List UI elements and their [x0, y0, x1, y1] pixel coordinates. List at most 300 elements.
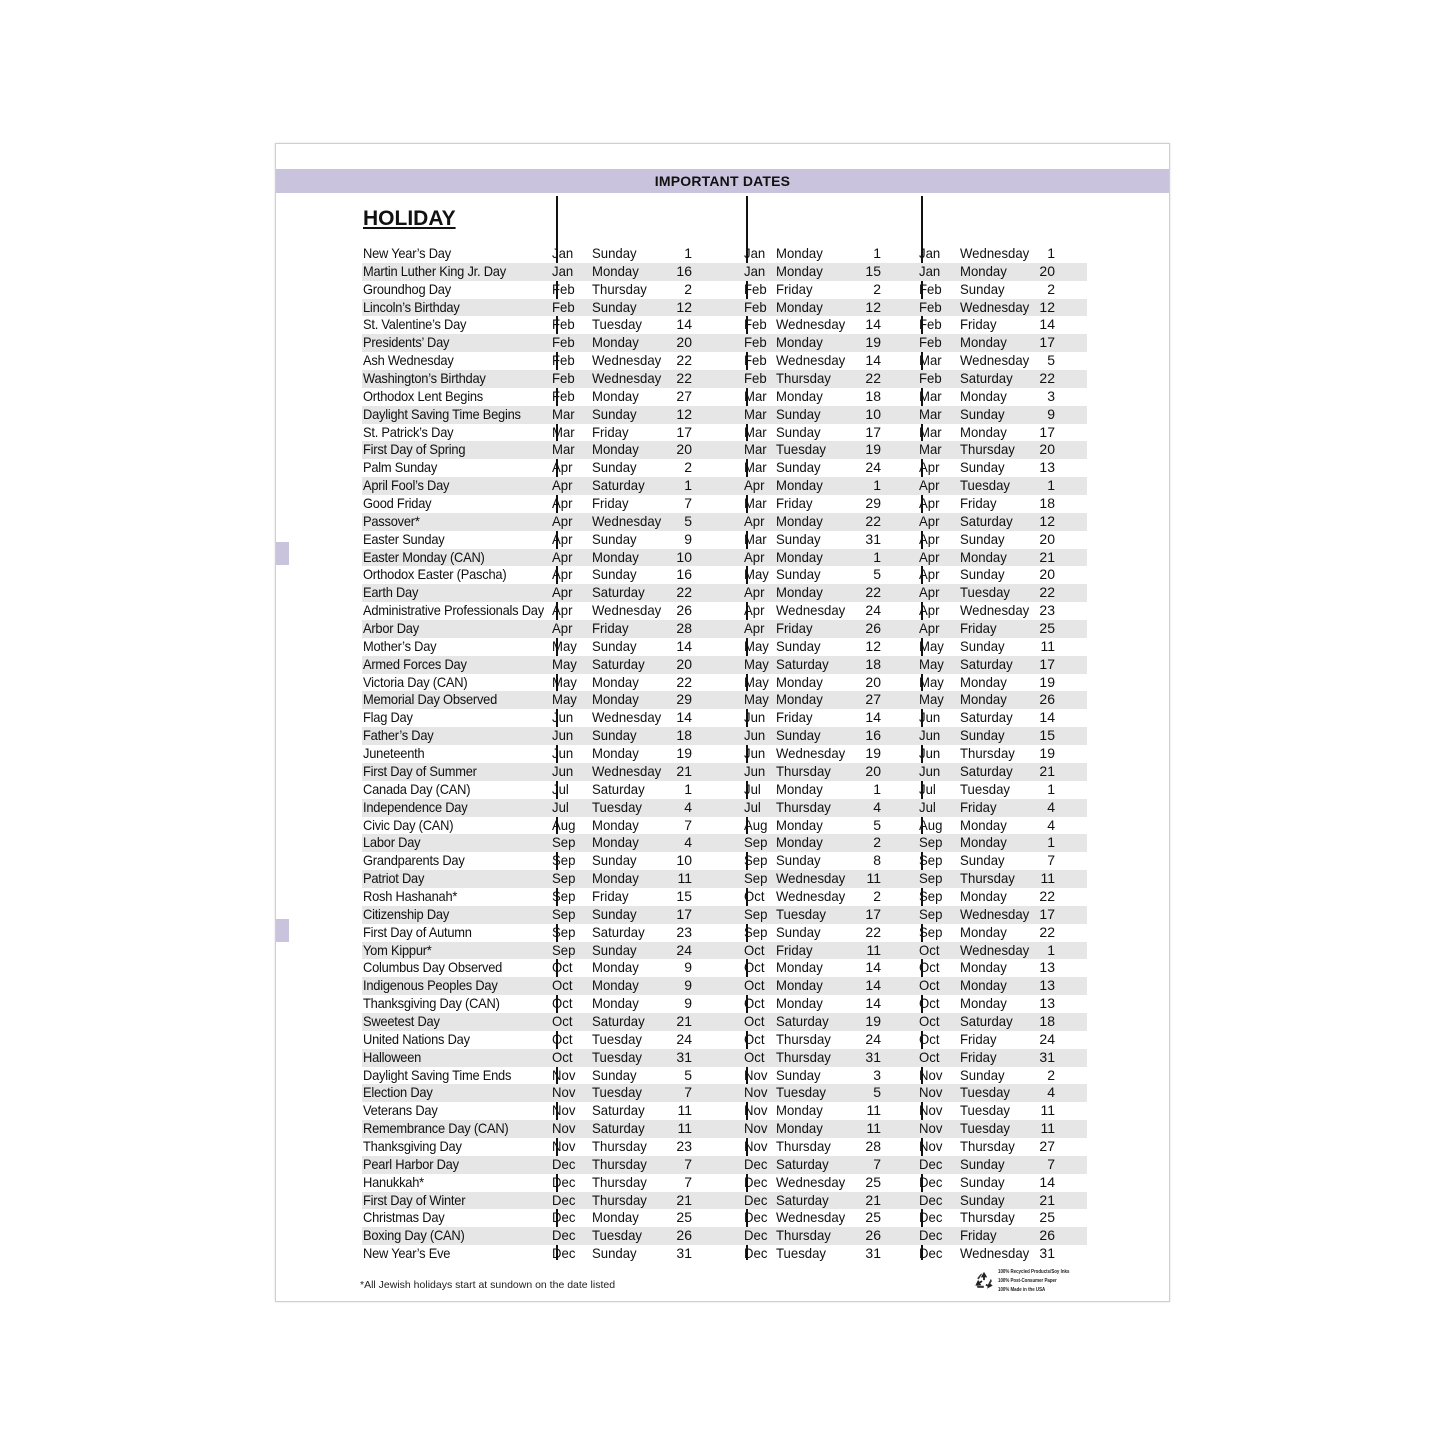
year2-date: 1	[873, 548, 881, 565]
year1-date: 1	[684, 245, 692, 261]
year3-date: 20	[1039, 441, 1055, 458]
year2-weekday: Monday	[776, 959, 823, 976]
year1-date: 28	[676, 620, 692, 637]
year2-month: Mar	[744, 387, 767, 404]
year3-weekday: Monday	[960, 548, 1007, 565]
important-dates-header: IMPORTANT DATES	[276, 169, 1169, 193]
year3-month: Apr	[919, 512, 940, 529]
year1-weekday: Saturday	[592, 477, 645, 494]
year2-date: 31	[865, 530, 881, 547]
year3-date: 7	[1047, 1155, 1055, 1172]
holiday-name: First Day of Winter	[363, 1191, 466, 1208]
year2-month: Mar	[744, 459, 767, 476]
year3-weekday: Tuesday	[960, 584, 1010, 601]
year3-date: 19	[1039, 673, 1055, 690]
year2-month: Sep	[744, 870, 768, 887]
holiday-name: Boxing Day (CAN)	[363, 1227, 465, 1244]
year3-weekday: Sunday	[960, 1173, 1005, 1190]
table-row	[362, 424, 1087, 442]
year1-weekday: Sunday	[592, 566, 637, 583]
year1-weekday: Monday	[592, 959, 639, 976]
recycle-text	[998, 1268, 1069, 1295]
year3-month: Feb	[919, 334, 942, 351]
year2-date: 1	[873, 780, 881, 797]
year3-month: Feb	[919, 370, 942, 387]
year2-date: 25	[865, 1209, 881, 1226]
year2-date: 12	[865, 637, 881, 654]
year1-date: 26	[676, 602, 692, 619]
year1-date: 5	[684, 512, 692, 529]
year3-weekday: Monday	[960, 673, 1007, 690]
year1-month: Nov	[552, 1066, 576, 1083]
holiday-name: Independence Day	[363, 798, 468, 815]
year1-date: 9	[684, 530, 692, 547]
year2-month: Jun	[744, 727, 766, 744]
year3-date: 25	[1039, 1209, 1055, 1226]
year1-month: Dec	[552, 1191, 576, 1208]
holiday-name: Earth Day	[363, 584, 419, 601]
year3-month: Nov	[919, 1102, 943, 1119]
table-row	[362, 781, 1087, 799]
holiday-heading: HOLIDAY	[363, 207, 456, 230]
year2-weekday: Monday	[776, 977, 823, 994]
year3-weekday: Sunday	[960, 405, 1005, 422]
year2-weekday: Sunday	[776, 423, 821, 440]
table-row	[362, 602, 1087, 620]
year3-date: 20	[1039, 262, 1055, 279]
year3-date: 1	[1047, 780, 1055, 797]
year1-weekday: Thursday	[592, 280, 647, 297]
year3-weekday: Monday	[960, 334, 1007, 351]
year3-weekday: Tuesday	[960, 1120, 1010, 1137]
table-row	[362, 281, 1087, 299]
year1-weekday: Sunday	[592, 530, 637, 547]
holiday-name: Martin Luther King Jr. Day	[363, 262, 506, 279]
year1-date: 21	[676, 1012, 692, 1029]
year3-weekday: Monday	[960, 423, 1007, 440]
year2-month: Feb	[744, 316, 767, 333]
year2-month: Jun	[744, 709, 766, 726]
year3-month: Oct	[919, 1012, 940, 1029]
year1-month: May	[552, 655, 577, 672]
year3-weekday: Friday	[960, 1048, 997, 1065]
year2-month: Mar	[744, 441, 767, 458]
year1-weekday: Sunday	[592, 637, 637, 654]
year3-month: Apr	[919, 477, 940, 494]
year3-date: 31	[1039, 1048, 1055, 1065]
year2-date: 14	[865, 995, 881, 1012]
year2-weekday: Monday	[776, 262, 823, 279]
year1-month: Mar	[552, 423, 575, 440]
year1-weekday: Sunday	[592, 405, 637, 422]
table-row	[362, 691, 1087, 709]
year3-weekday: Monday	[960, 691, 1007, 708]
year3-weekday: Friday	[960, 1030, 997, 1047]
year3-month: Nov	[919, 1084, 943, 1101]
table-row	[362, 1174, 1087, 1192]
year2-month: Feb	[744, 352, 767, 369]
year3-weekday: Wednesday	[960, 602, 1030, 619]
year2-weekday: Monday	[776, 387, 823, 404]
year3-month: Dec	[919, 1209, 943, 1226]
year3-date: 14	[1039, 316, 1055, 333]
year1-date: 22	[676, 370, 692, 387]
year1-month: Jun	[552, 727, 574, 744]
year2-month: Oct	[744, 959, 765, 976]
year1-weekday: Friday	[592, 620, 629, 637]
holiday-name: Flag Day	[363, 709, 413, 726]
year3-month: Apr	[919, 459, 940, 476]
year1-weekday: Sunday	[592, 905, 637, 922]
year2-weekday: Saturday	[776, 655, 829, 672]
year3-month: Mar	[919, 387, 942, 404]
table-row	[362, 531, 1087, 549]
year1-weekday: Saturday	[592, 655, 645, 672]
table-row	[362, 799, 1087, 817]
year3-month: Apr	[919, 548, 940, 565]
year1-date: 22	[676, 584, 692, 601]
year2-month: Apr	[744, 584, 765, 601]
year2-date: 14	[865, 709, 881, 726]
year2-date: 29	[865, 495, 881, 512]
year1-month: Mar	[552, 405, 575, 422]
year1-month: Sep	[552, 905, 576, 922]
year1-month: Jan	[552, 262, 574, 279]
year2-weekday: Saturday	[776, 1012, 829, 1029]
year3-month: Apr	[919, 620, 940, 637]
year2-date: 15	[865, 262, 881, 279]
year1-month: Jan	[552, 245, 574, 261]
year3-weekday: Thursday	[960, 1137, 1015, 1154]
year1-weekday: Saturday	[592, 780, 645, 797]
year3-weekday: Sunday	[960, 1191, 1005, 1208]
year2-weekday: Monday	[776, 780, 823, 797]
table-row	[362, 1049, 1087, 1067]
year3-date: 22	[1039, 584, 1055, 601]
year2-date: 28	[865, 1137, 881, 1154]
table-row	[362, 1067, 1087, 1085]
year1-date: 17	[676, 905, 692, 922]
year2-weekday: Friday	[776, 709, 813, 726]
year3-month: Mar	[919, 352, 942, 369]
year3-date: 11	[1040, 870, 1055, 887]
year1-month: Apr	[552, 620, 573, 637]
year1-date: 15	[676, 887, 692, 904]
holiday-name: New Year’s Eve	[363, 1245, 451, 1262]
year2-date: 18	[865, 387, 881, 404]
year3-date: 4	[1047, 816, 1055, 833]
year3-weekday: Sunday	[960, 727, 1005, 744]
year2-weekday: Thursday	[776, 798, 831, 815]
year1-date: 23	[676, 1137, 692, 1154]
year1-weekday: Thursday	[592, 1137, 647, 1154]
year2-month: Nov	[744, 1137, 768, 1154]
year2-weekday: Monday	[776, 512, 823, 529]
year3-weekday: Monday	[960, 387, 1007, 404]
year1-date: 16	[676, 566, 692, 583]
table-row	[362, 727, 1087, 745]
year3-date: 14	[1039, 709, 1055, 726]
year3-month: Aug	[919, 816, 943, 833]
year3-month: Jan	[919, 245, 941, 261]
year3-weekday: Monday	[960, 834, 1007, 851]
year2-weekday: Sunday	[776, 530, 821, 547]
year3-date: 7	[1047, 852, 1055, 869]
year3-weekday: Sunday	[960, 852, 1005, 869]
holiday-name: Passover*	[363, 512, 420, 529]
holiday-name: Juneteenth	[363, 745, 425, 762]
table-row	[362, 1120, 1087, 1138]
table-row	[362, 852, 1087, 870]
year2-weekday: Thursday	[776, 1137, 831, 1154]
holiday-table	[362, 245, 1087, 1263]
year3-date: 21	[1039, 762, 1055, 779]
year2-date: 24	[865, 602, 881, 619]
table-row	[362, 1013, 1087, 1031]
table-row	[362, 1156, 1087, 1174]
year2-weekday: Sunday	[776, 405, 821, 422]
year1-date: 7	[684, 816, 692, 833]
year2-weekday: Saturday	[776, 1155, 829, 1172]
year1-month: Apr	[552, 530, 573, 547]
year3-month: Feb	[919, 280, 942, 297]
year1-month: Sep	[552, 941, 576, 958]
year1-weekday: Sunday	[592, 727, 637, 744]
year2-month: Mar	[744, 530, 767, 547]
year2-date: 17	[865, 423, 881, 440]
table-row	[362, 316, 1087, 334]
year1-date: 24	[676, 941, 692, 958]
year3-weekday: Monday	[960, 887, 1007, 904]
year3-date: 1	[1047, 477, 1055, 494]
table-row	[362, 459, 1087, 477]
year2-date: 5	[873, 816, 881, 833]
year2-month: May	[744, 673, 769, 690]
year3-weekday: Sunday	[960, 530, 1005, 547]
year3-date: 19	[1039, 745, 1055, 762]
year3-weekday: Tuesday	[960, 780, 1010, 797]
year2-month: Jan	[744, 245, 766, 261]
year3-weekday: Friday	[960, 798, 997, 815]
year3-date: 11	[1040, 637, 1055, 654]
table-row	[362, 638, 1087, 656]
table-row	[362, 370, 1087, 388]
year2-month: Dec	[744, 1155, 768, 1172]
year2-month: Sep	[744, 923, 768, 940]
table-row	[362, 584, 1087, 602]
year3-weekday: Saturday	[960, 512, 1013, 529]
year1-weekday: Wednesday	[592, 352, 662, 369]
year2-month: Jul	[744, 780, 761, 797]
year1-month: Apr	[552, 548, 573, 565]
year3-month: May	[919, 673, 944, 690]
year2-month: Oct	[744, 1012, 765, 1029]
year2-weekday: Sunday	[776, 459, 821, 476]
year3-weekday: Saturday	[960, 655, 1013, 672]
year2-date: 14	[865, 352, 881, 369]
year2-date: 11	[866, 1102, 881, 1119]
year3-month: Oct	[919, 1030, 940, 1047]
year3-date: 4	[1047, 798, 1055, 815]
holiday-name: Ash Wednesday	[363, 352, 454, 369]
holiday-name: Daylight Saving Time Begins	[363, 405, 521, 422]
year3-month: Apr	[919, 566, 940, 583]
year3-month: Feb	[919, 316, 942, 333]
year3-date: 9	[1047, 405, 1055, 422]
table-row	[362, 1209, 1087, 1227]
year3-month: Mar	[919, 405, 942, 422]
table-row	[362, 924, 1087, 942]
year3-month: Sep	[919, 852, 943, 869]
year3-date: 13	[1039, 459, 1055, 476]
year3-weekday: Sunday	[960, 459, 1005, 476]
year2-weekday: Monday	[776, 816, 823, 833]
year3-month: Nov	[919, 1066, 943, 1083]
table-row	[362, 906, 1087, 924]
year2-weekday: Thursday	[776, 1030, 831, 1047]
year3-month: Dec	[919, 1155, 943, 1172]
holiday-name: April Fool’s Day	[363, 477, 450, 494]
year2-weekday: Monday	[776, 1120, 823, 1137]
year1-month: Feb	[552, 280, 575, 297]
holiday-name: Remembrance Day (CAN)	[363, 1120, 509, 1137]
year3-date: 2	[1047, 1066, 1055, 1083]
year2-date: 14	[865, 959, 881, 976]
year3-weekday: Sunday	[960, 566, 1005, 583]
year3-month: Dec	[919, 1227, 943, 1244]
year1-weekday: Saturday	[592, 923, 645, 940]
year2-month: May	[744, 566, 769, 583]
year2-month: Oct	[744, 995, 765, 1012]
year2-date: 2	[873, 834, 881, 851]
year2-weekday: Thursday	[776, 1227, 831, 1244]
year1-date: 2	[684, 280, 692, 297]
year2-date: 4	[873, 798, 881, 815]
recycle-line: 100% Recycled Products/Soy Inks	[998, 1269, 1070, 1275]
year2-weekday: Wednesday	[776, 745, 846, 762]
recycle-line: 100% Post-Consumer Paper	[998, 1278, 1057, 1284]
table-row	[362, 995, 1087, 1013]
table-row	[362, 495, 1087, 513]
year1-date: 2	[684, 459, 692, 476]
year2-date: 27	[865, 691, 881, 708]
table-row	[362, 745, 1087, 763]
year3-month: Nov	[919, 1120, 943, 1137]
holiday-name: Palm Sunday	[363, 459, 438, 476]
year2-weekday: Tuesday	[776, 1084, 826, 1101]
year1-month: Jun	[552, 709, 574, 726]
year2-month: Mar	[744, 495, 767, 512]
year2-month: Feb	[744, 370, 767, 387]
table-row	[362, 656, 1087, 674]
year1-month: Feb	[552, 334, 575, 351]
year3-date: 27	[1039, 1137, 1055, 1154]
year3-weekday: Monday	[960, 923, 1007, 940]
year3-weekday: Wednesday	[960, 245, 1030, 261]
holiday-name: Mother’s Day	[363, 637, 437, 654]
year1-weekday: Sunday	[592, 298, 637, 315]
year1-date: 20	[676, 441, 692, 458]
year1-weekday: Monday	[592, 745, 639, 762]
year2-date: 1	[873, 477, 881, 494]
holiday-name: Yom Kippur*	[363, 941, 432, 958]
holiday-name: Veterans Day	[363, 1102, 438, 1119]
year1-month: Apr	[552, 584, 573, 601]
year1-weekday: Friday	[592, 495, 629, 512]
year2-date: 19	[865, 441, 881, 458]
year2-weekday: Wednesday	[776, 1209, 846, 1226]
year3-date: 12	[1039, 298, 1055, 315]
table-row	[362, 1084, 1087, 1102]
year3-date: 12	[1039, 512, 1055, 529]
table-row	[362, 441, 1087, 459]
page-tab-marker-upper	[276, 542, 289, 565]
year1-weekday: Saturday	[592, 1102, 645, 1119]
year1-date: 1	[684, 780, 692, 797]
year3-month: Oct	[919, 1048, 940, 1065]
table-row	[362, 477, 1087, 495]
year2-date: 3	[873, 1066, 881, 1083]
table-row	[362, 977, 1087, 995]
year3-month: May	[919, 637, 944, 654]
year1-weekday: Monday	[592, 834, 639, 851]
year3-month: Nov	[919, 1137, 943, 1154]
table-row	[362, 674, 1087, 692]
year1-weekday: Monday	[592, 995, 639, 1012]
year2-weekday: Friday	[776, 941, 813, 958]
table-row	[362, 959, 1087, 977]
year2-month: Apr	[744, 602, 765, 619]
year1-date: 25	[676, 1209, 692, 1226]
year1-month: Sep	[552, 870, 576, 887]
year2-month: Jun	[744, 745, 766, 762]
year3-date: 20	[1039, 530, 1055, 547]
year2-month: Oct	[744, 941, 765, 958]
year3-weekday: Sunday	[960, 280, 1005, 297]
holiday-name: Patriot Day	[363, 870, 425, 887]
year2-date: 22	[865, 923, 881, 940]
year3-month: Mar	[919, 441, 942, 458]
year2-date: 7	[873, 1155, 881, 1172]
year1-month: Oct	[552, 959, 573, 976]
year1-date: 11	[677, 1102, 692, 1119]
year3-date: 5	[1047, 352, 1055, 369]
year3-date: 22	[1039, 887, 1055, 904]
year3-date: 14	[1039, 1173, 1055, 1190]
year2-month: Dec	[744, 1245, 768, 1262]
year2-date: 12	[865, 298, 881, 315]
table-row	[362, 1102, 1087, 1120]
year2-date: 14	[865, 316, 881, 333]
year2-date: 11	[866, 1120, 881, 1137]
year3-weekday: Sunday	[960, 1155, 1005, 1172]
table-row	[362, 245, 1087, 263]
year1-month: May	[552, 637, 577, 654]
year1-weekday: Monday	[592, 548, 639, 565]
year2-date: 14	[865, 977, 881, 994]
year2-date: 19	[865, 745, 881, 762]
table-row	[362, 334, 1087, 352]
year1-weekday: Monday	[592, 441, 639, 458]
year1-month: Oct	[552, 977, 573, 994]
year2-weekday: Saturday	[776, 1191, 829, 1208]
year1-month: Feb	[552, 387, 575, 404]
year3-month: Apr	[919, 495, 940, 512]
year3-weekday: Tuesday	[960, 477, 1010, 494]
year3-date: 1	[1047, 245, 1055, 261]
year3-date: 18	[1039, 1012, 1055, 1029]
holiday-name: Halloween	[363, 1048, 422, 1065]
